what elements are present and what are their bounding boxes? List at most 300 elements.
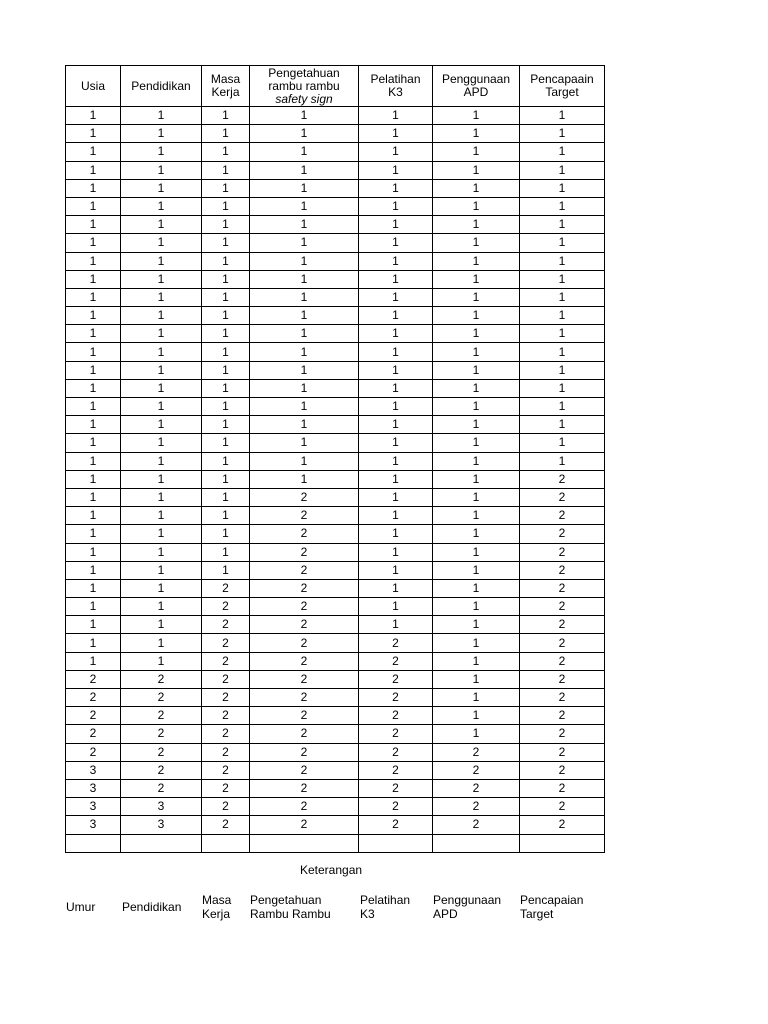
table-cell: 1: [202, 561, 250, 579]
table-cell: 1: [359, 307, 433, 325]
table-cell: 1: [433, 470, 520, 488]
table-cell: 1: [520, 325, 605, 343]
table-cell: 1: [359, 252, 433, 270]
table-row: [66, 598, 605, 616]
table-row: [66, 252, 605, 270]
table-cell: 1: [202, 325, 250, 343]
table-cell: 1: [433, 398, 520, 416]
table-row: [66, 798, 605, 816]
table-cell: 1: [520, 452, 605, 470]
header-masa-kerja: Masa Kerja: [202, 66, 250, 107]
table-cell: 1: [433, 561, 520, 579]
table-row: [66, 234, 605, 252]
table-cell: 2: [520, 543, 605, 561]
table-cell: 1: [520, 361, 605, 379]
table-cell: 2: [202, 579, 250, 597]
table-cell: 1: [520, 216, 605, 234]
table-cell: 1: [202, 143, 250, 161]
table-cell: 1: [202, 543, 250, 561]
table-cell: 1: [66, 197, 121, 215]
table-cell: 2: [250, 525, 359, 543]
legend-masa-kerja: Masa Kerja: [202, 893, 232, 921]
table-cell: 1: [250, 197, 359, 215]
table-cell: 1: [250, 325, 359, 343]
table-cell: 1: [359, 234, 433, 252]
table-cell: 1: [66, 561, 121, 579]
table-cell: 1: [121, 616, 202, 634]
table-cell: 1: [250, 143, 359, 161]
table-cell: 1: [121, 379, 202, 397]
header-pengetahuan: Pengetahuan rambu rambu safety sign: [250, 66, 359, 107]
header-penggunaan: Penggunaan APD: [433, 66, 520, 107]
header-usia: Usia: [66, 66, 121, 107]
table-cell: 1: [433, 216, 520, 234]
table-cell: 1: [359, 543, 433, 561]
table-cell: 1: [433, 179, 520, 197]
table-cell: 1: [66, 398, 121, 416]
table-cell: 1: [202, 107, 250, 125]
table-cell: 2: [121, 670, 202, 688]
table-cell: 2: [520, 525, 605, 543]
table-cell: 1: [66, 343, 121, 361]
table-cell: 1: [433, 488, 520, 506]
table-cell: 2: [250, 634, 359, 652]
table-cell: 2: [359, 725, 433, 743]
table-cell: 1: [202, 434, 250, 452]
table-cell: 1: [433, 670, 520, 688]
table-cell: 2: [66, 743, 121, 761]
table-cell: 1: [250, 416, 359, 434]
table-row: [66, 288, 605, 306]
table-cell: 3: [66, 761, 121, 779]
table-cell: 1: [202, 197, 250, 215]
table-cell: 2: [202, 598, 250, 616]
table-row: [66, 361, 605, 379]
table-cell: 1: [433, 125, 520, 143]
table-cell: [433, 834, 520, 852]
table-cell: 1: [250, 216, 359, 234]
table-cell: 2: [359, 798, 433, 816]
table-cell: 1: [202, 343, 250, 361]
table-cell: 1: [520, 107, 605, 125]
table-row: [66, 579, 605, 597]
table-row: [66, 834, 605, 852]
table-cell: 1: [433, 325, 520, 343]
table-cell: 1: [121, 525, 202, 543]
table-cell: 1: [520, 270, 605, 288]
table-cell: 1: [250, 452, 359, 470]
table-cell: 1: [66, 470, 121, 488]
table-cell: 1: [359, 434, 433, 452]
table-cell: 1: [359, 343, 433, 361]
table-cell: 2: [202, 689, 250, 707]
table-cell: [66, 834, 121, 852]
table-cell: 2: [250, 761, 359, 779]
table-cell: 2: [359, 670, 433, 688]
table-cell: 1: [66, 579, 121, 597]
table-cell: 2: [121, 761, 202, 779]
table-cell: 1: [121, 416, 202, 434]
table-cell: 1: [433, 343, 520, 361]
table-cell: 1: [202, 252, 250, 270]
table-cell: 1: [121, 288, 202, 306]
table-cell: 1: [359, 107, 433, 125]
table-cell: 1: [520, 307, 605, 325]
table-cell: 2: [250, 561, 359, 579]
table-cell: 2: [250, 689, 359, 707]
table-cell: 1: [520, 197, 605, 215]
table-cell: 1: [520, 416, 605, 434]
table-cell: 1: [433, 579, 520, 597]
table-cell: 2: [250, 707, 359, 725]
table-cell: 1: [121, 216, 202, 234]
table-cell: 1: [250, 470, 359, 488]
table-cell: 2: [520, 488, 605, 506]
table-cell: 1: [121, 598, 202, 616]
keterangan-title: Keterangan: [300, 863, 363, 877]
table-row: [66, 543, 605, 561]
table-cell: 2: [520, 579, 605, 597]
table-cell: 2: [250, 670, 359, 688]
table-row: [66, 652, 605, 670]
table-cell: 1: [359, 452, 433, 470]
table-cell: 1: [433, 416, 520, 434]
table-cell: 1: [66, 252, 121, 270]
table-cell: 2: [520, 779, 605, 797]
table-cell: 1: [66, 288, 121, 306]
table-cell: 1: [66, 125, 121, 143]
table-row: [66, 343, 605, 361]
legend-pengetahuan: Pengetahuan Rambu Rambu: [250, 893, 331, 921]
table-cell: 2: [202, 779, 250, 797]
table-row: [66, 179, 605, 197]
table-cell: [359, 834, 433, 852]
table-cell: 1: [66, 307, 121, 325]
table-row: [66, 216, 605, 234]
table-cell: 1: [250, 307, 359, 325]
table-cell: 2: [520, 798, 605, 816]
table-cell: 1: [66, 416, 121, 434]
table-cell: 1: [121, 325, 202, 343]
table-cell: 2: [359, 652, 433, 670]
table-cell: 1: [433, 270, 520, 288]
table-cell: 2: [359, 816, 433, 834]
table-cell: 1: [121, 452, 202, 470]
table-cell: [202, 834, 250, 852]
table-cell: 1: [121, 543, 202, 561]
table-cell: 2: [359, 634, 433, 652]
table-cell: 1: [359, 325, 433, 343]
table-cell: 2: [520, 689, 605, 707]
table-cell: 1: [121, 561, 202, 579]
header-pencapaian: Pencapaain Target: [520, 66, 605, 107]
table-cell: 1: [433, 634, 520, 652]
table-cell: 1: [433, 543, 520, 561]
table-cell: 2: [520, 761, 605, 779]
table-row: [66, 470, 605, 488]
table-cell: 1: [202, 361, 250, 379]
table-cell: 1: [66, 598, 121, 616]
legend-pencapaian: Pencapaian Target: [520, 893, 584, 921]
table-cell: 1: [121, 652, 202, 670]
table-cell: 1: [250, 161, 359, 179]
table-row: [66, 416, 605, 434]
table-cell: 1: [66, 434, 121, 452]
table-cell: 1: [202, 125, 250, 143]
table-cell: 1: [250, 379, 359, 397]
table-cell: 1: [202, 216, 250, 234]
table-cell: 1: [66, 270, 121, 288]
table-cell: 1: [433, 234, 520, 252]
table-cell: 1: [433, 197, 520, 215]
table-cell: 1: [202, 525, 250, 543]
table-cell: 1: [359, 270, 433, 288]
table-cell: 2: [359, 707, 433, 725]
table-cell: 2: [66, 725, 121, 743]
table-cell: 2: [520, 743, 605, 761]
table-cell: 1: [202, 161, 250, 179]
table-cell: 2: [520, 561, 605, 579]
table-cell: 1: [359, 125, 433, 143]
table-cell: 2: [202, 634, 250, 652]
table-cell: 1: [202, 288, 250, 306]
table-cell: 1: [66, 507, 121, 525]
table-cell: 2: [433, 743, 520, 761]
table-row: [66, 707, 605, 725]
table-cell: 2: [520, 725, 605, 743]
table-cell: 1: [433, 252, 520, 270]
table-cell: 2: [121, 725, 202, 743]
table-cell: 2: [250, 798, 359, 816]
table-cell: 1: [121, 398, 202, 416]
table-cell: 3: [66, 798, 121, 816]
header-pelatihan: Pelatihan K3: [359, 66, 433, 107]
table-cell: 1: [359, 561, 433, 579]
table-cell: 2: [202, 652, 250, 670]
table-cell: 3: [66, 779, 121, 797]
table-row: [66, 270, 605, 288]
table-cell: 1: [359, 179, 433, 197]
table-cell: 2: [66, 689, 121, 707]
table-cell: 1: [359, 507, 433, 525]
table-cell: 2: [520, 616, 605, 634]
table-cell: 1: [66, 452, 121, 470]
table-row: [66, 379, 605, 397]
table-cell: 1: [359, 470, 433, 488]
table-cell: 1: [121, 125, 202, 143]
table-cell: 2: [202, 670, 250, 688]
legend-pelatihan: Pelatihan K3: [360, 893, 411, 921]
table-cell: 1: [66, 379, 121, 397]
table-cell: 1: [520, 434, 605, 452]
table-cell: 1: [359, 416, 433, 434]
table-cell: 2: [250, 652, 359, 670]
table-cell: 1: [359, 143, 433, 161]
table-row: [66, 507, 605, 525]
table-cell: 2: [250, 488, 359, 506]
table-cell: 1: [433, 689, 520, 707]
table-cell: 1: [520, 379, 605, 397]
table-row: [66, 197, 605, 215]
table-cell: 1: [202, 416, 250, 434]
table-cell: 1: [520, 179, 605, 197]
table-cell: 1: [359, 161, 433, 179]
table-body: [66, 107, 605, 853]
table-cell: 2: [202, 616, 250, 634]
table-cell: 1: [359, 579, 433, 597]
legend-pendidikan: Pendidikan: [122, 900, 182, 914]
table-cell: 1: [250, 125, 359, 143]
table-cell: 3: [66, 816, 121, 834]
table-row: [66, 525, 605, 543]
table-cell: 1: [250, 107, 359, 125]
table-row: [66, 307, 605, 325]
table-cell: 1: [121, 343, 202, 361]
table-cell: 1: [433, 616, 520, 634]
table-row: [66, 779, 605, 797]
table-cell: 2: [433, 816, 520, 834]
table-row: [66, 434, 605, 452]
table-cell: 1: [250, 179, 359, 197]
table-cell: 1: [202, 379, 250, 397]
table-cell: 1: [121, 434, 202, 452]
table-cell: 2: [520, 816, 605, 834]
table-cell: 2: [520, 670, 605, 688]
table-cell: 2: [359, 761, 433, 779]
table-row: [66, 125, 605, 143]
table-cell: 2: [359, 779, 433, 797]
table-cell: 1: [250, 270, 359, 288]
table-cell: 1: [433, 143, 520, 161]
table-cell: 1: [121, 197, 202, 215]
table-cell: 1: [121, 252, 202, 270]
table-cell: 1: [121, 507, 202, 525]
table-cell: [121, 834, 202, 852]
table-cell: 2: [433, 779, 520, 797]
table-cell: 1: [250, 343, 359, 361]
table-cell: 1: [520, 252, 605, 270]
table-cell: 1: [202, 270, 250, 288]
table-cell: 1: [66, 143, 121, 161]
table-cell: 1: [202, 398, 250, 416]
table-cell: 1: [66, 525, 121, 543]
table-row: [66, 561, 605, 579]
table-cell: 1: [359, 525, 433, 543]
table-cell: 1: [250, 252, 359, 270]
table-cell: [250, 834, 359, 852]
table-cell: 1: [202, 452, 250, 470]
table-cell: 1: [202, 307, 250, 325]
table-row: [66, 488, 605, 506]
table-cell: 1: [359, 361, 433, 379]
table-row: [66, 161, 605, 179]
data-table: [65, 65, 605, 853]
table-cell: 2: [520, 707, 605, 725]
table-cell: 2: [202, 743, 250, 761]
table-cell: 1: [433, 598, 520, 616]
table-cell: 1: [66, 634, 121, 652]
table-cell: 1: [520, 343, 605, 361]
table-cell: 2: [121, 707, 202, 725]
table-cell: 1: [433, 107, 520, 125]
header-row: [66, 66, 605, 107]
legend-umur: Umur: [66, 900, 96, 914]
table-cell: 1: [66, 543, 121, 561]
table-cell: 1: [359, 598, 433, 616]
table-cell: 2: [250, 779, 359, 797]
table-cell: 1: [433, 307, 520, 325]
table-cell: 1: [66, 107, 121, 125]
table-cell: 1: [359, 488, 433, 506]
table-cell: 2: [121, 689, 202, 707]
table-cell: 1: [66, 361, 121, 379]
table-cell: 1: [121, 234, 202, 252]
table-cell: 2: [250, 507, 359, 525]
table-cell: 1: [433, 361, 520, 379]
table-cell: 1: [121, 361, 202, 379]
table-row: [66, 743, 605, 761]
table-cell: 1: [121, 634, 202, 652]
table-cell: 1: [520, 234, 605, 252]
table-cell: 1: [202, 507, 250, 525]
table-cell: 1: [66, 488, 121, 506]
table-cell: 1: [520, 143, 605, 161]
table-cell: 1: [250, 234, 359, 252]
table-cell: 1: [121, 488, 202, 506]
table-cell: 2: [202, 816, 250, 834]
table-cell: 1: [433, 707, 520, 725]
table-cell: 1: [433, 652, 520, 670]
table-cell: 1: [359, 288, 433, 306]
table-cell: 1: [250, 398, 359, 416]
table-cell: 2: [121, 743, 202, 761]
table-cell: 2: [250, 816, 359, 834]
table-cell: 1: [433, 434, 520, 452]
table-cell: 1: [121, 107, 202, 125]
table-cell: 1: [359, 616, 433, 634]
table-cell: 2: [202, 761, 250, 779]
table-cell: 2: [66, 707, 121, 725]
table-cell: 2: [202, 725, 250, 743]
table-cell: 1: [66, 652, 121, 670]
table-cell: 2: [66, 670, 121, 688]
table-cell: 1: [359, 398, 433, 416]
table-cell: 1: [202, 179, 250, 197]
table-cell: 2: [433, 761, 520, 779]
table-cell: 2: [250, 579, 359, 597]
table-cell: 2: [359, 689, 433, 707]
table-cell: 1: [359, 197, 433, 215]
table-cell: 1: [250, 434, 359, 452]
table-cell: 1: [433, 525, 520, 543]
table-cell: 2: [121, 779, 202, 797]
table-row: [66, 325, 605, 343]
table-cell: 1: [66, 616, 121, 634]
table-cell: 1: [66, 234, 121, 252]
table-row: [66, 634, 605, 652]
table-cell: 2: [202, 707, 250, 725]
table-row: [66, 670, 605, 688]
table-cell: 2: [250, 616, 359, 634]
table-cell: 1: [250, 288, 359, 306]
table-cell: 1: [250, 361, 359, 379]
table-row: [66, 725, 605, 743]
table-cell: 1: [121, 143, 202, 161]
table-cell: 2: [359, 743, 433, 761]
table-cell: 1: [66, 179, 121, 197]
table-cell: 2: [520, 598, 605, 616]
table-cell: 2: [433, 798, 520, 816]
